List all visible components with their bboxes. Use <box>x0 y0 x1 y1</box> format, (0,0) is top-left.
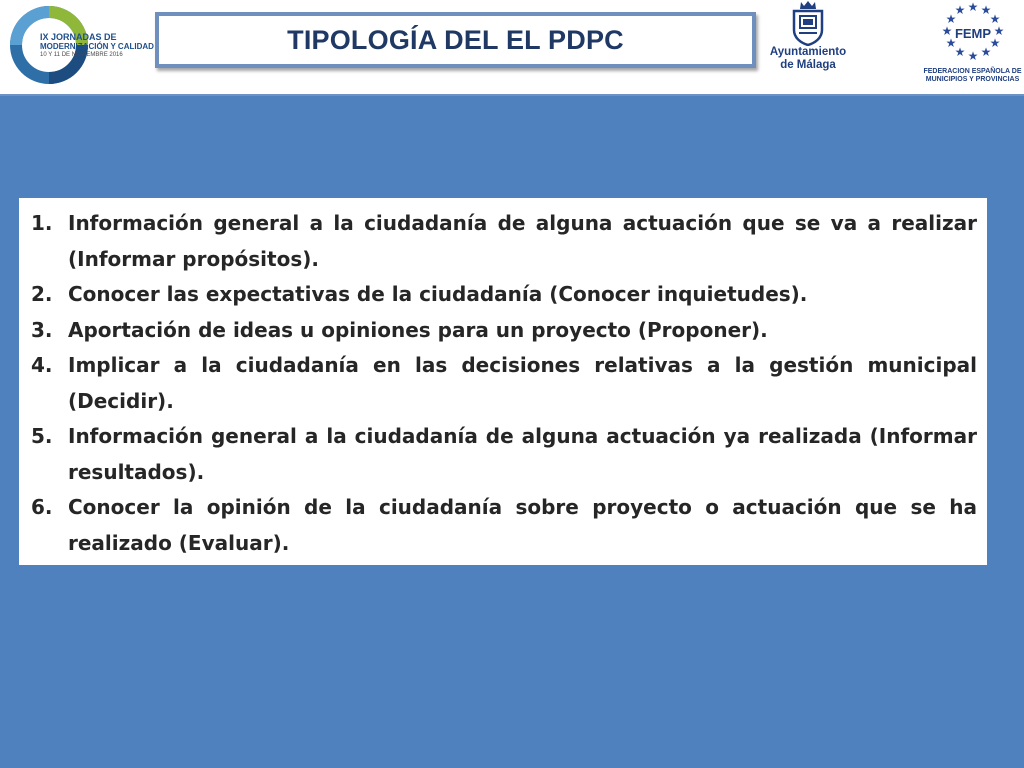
list-item <box>31 490 977 561</box>
femp-line1: FEDERACION ESPAÑOLA DE <box>923 68 1022 75</box>
list-item-number: 5. <box>31 424 53 448</box>
svg-text:★: ★ <box>980 3 991 17</box>
svg-text:★: ★ <box>967 0 978 14</box>
svg-text:★: ★ <box>941 24 952 38</box>
jornadas-line2: MODERNIZACIÓN Y CALIDAD <box>40 42 154 51</box>
femp-badge: FEMP <box>954 26 991 41</box>
svg-text:★: ★ <box>989 12 1000 26</box>
list-item-text: Aportación de ideas u opiniones para un proyecto (Proponer). <box>68 317 768 342</box>
ayuntamiento-logo <box>762 0 854 82</box>
svg-text:★: ★ <box>967 49 978 63</box>
list-item <box>31 313 977 349</box>
svg-text:★: ★ <box>954 45 965 59</box>
ayuntamiento-line1: Ayuntamiento <box>769 46 847 58</box>
list-item <box>31 348 977 419</box>
svg-text:★: ★ <box>954 3 965 17</box>
malaga-shield-icon <box>791 0 825 46</box>
list-item-text: Información general a la ciudadanía de alguna actuación ya realizada (Informar resultados). <box>68 424 977 484</box>
list-item <box>31 277 977 313</box>
list-item-text: Conocer la opinión de la ciudadanía sobre proyecto o actuación que se ha realizado (Evaluar). <box>68 495 977 555</box>
list-item-number: 3. <box>31 317 53 342</box>
list-item-text: Información general a la ciudadanía de alguna actuación que se va a realizar (Informar propósitos). <box>68 211 977 271</box>
list-item-number: 6. <box>31 495 53 519</box>
list-item <box>31 206 977 277</box>
jornadas-line1: IX JORNADAS DE <box>40 32 117 42</box>
list-item-number: 4. <box>31 353 53 377</box>
content-box <box>19 198 987 565</box>
typology-list <box>31 206 977 561</box>
svg-text:★: ★ <box>989 36 1000 50</box>
list-item-text: Implicar a la ciudadanía en las decisiones relativas a la gestión municipal (Decidir). <box>68 353 977 413</box>
page-title: TIPOLOGÍA DEL EL PDPC <box>287 24 624 55</box>
svg-text:★: ★ <box>980 45 991 59</box>
list-item-text: Conocer las expectativas de la ciudadanía (Conocer inquietudes). <box>68 282 808 306</box>
title-box <box>155 12 756 68</box>
femp-logo <box>921 0 1024 86</box>
svg-text:★: ★ <box>945 36 956 50</box>
svg-text:★: ★ <box>945 12 956 26</box>
svg-text:★: ★ <box>993 24 1004 38</box>
ayuntamiento-line2: de Málaga <box>780 59 836 71</box>
jornadas-line3: 10 Y 11 DE NOVIEMBRE 2016 <box>40 52 123 58</box>
list-item-number: 2. <box>31 282 53 306</box>
header <box>0 0 1024 94</box>
femp-line2: MUNICIPIOS Y PROVINCIAS <box>925 76 1020 83</box>
list-item <box>31 419 977 490</box>
jornadas-logo <box>10 4 154 86</box>
femp-stars-icon <box>939 0 1007 64</box>
list-item-number: 1. <box>31 211 53 235</box>
